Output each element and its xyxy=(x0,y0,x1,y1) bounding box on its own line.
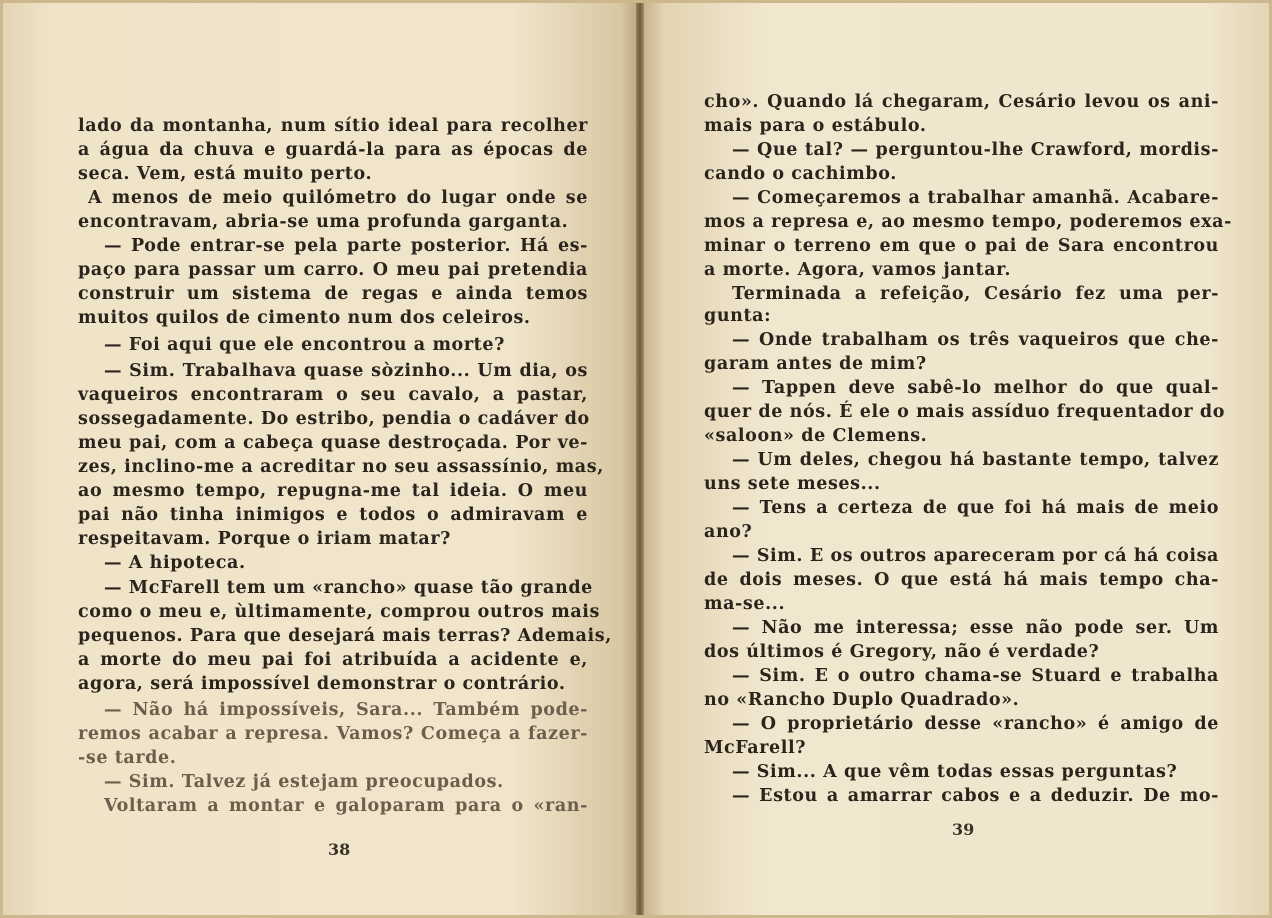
text-line: — Estou a amarrar cabos e a deduzir. De mo- xyxy=(732,786,1219,806)
text-line: paço para passar um carro. O meu pai pretendia xyxy=(78,260,588,280)
text-line: uns sete meses... xyxy=(704,474,881,494)
text-line: — Pode entrar-se pela parte posterior. Há es- xyxy=(104,236,588,256)
text-line: vaqueiros encontraram o seu cavalo, a pastar, xyxy=(78,385,588,405)
text-line: McFarell? xyxy=(704,738,807,758)
text-line: garam antes de mim? xyxy=(704,354,927,374)
page-number: 38 xyxy=(328,840,351,859)
text-line: mos a represa e, ao mesmo tempo, poderemos exa- xyxy=(704,212,1232,232)
text-line: Voltaram a montar e galoparam para o «ran- xyxy=(104,796,588,816)
text-line: -se tarde. xyxy=(78,748,177,768)
page-number: 39 xyxy=(952,820,975,839)
text-line: ao mesmo tempo, repugna-me tal ideia. O meu xyxy=(78,481,588,501)
text-line: — A hipoteca. xyxy=(104,553,246,573)
text-line: cho». Quando lá chegaram, Cesário levou os ani- xyxy=(704,92,1219,112)
text-line: lado da montanha, num sítio ideal para recolher xyxy=(78,116,588,136)
text-line: — Sim. E o outro chama-se Stuard e trabalha xyxy=(732,666,1219,686)
text-line: pequenos. Para que desejará mais terras? Ademais, xyxy=(78,626,612,646)
text-line: seca. Vem, está muito perto. xyxy=(78,164,373,184)
text-line: a morte. Agora, vamos jantar. xyxy=(704,260,1012,280)
text-line: dos últimos é Gregory, não é verdade? xyxy=(704,642,1100,662)
text-line: zes, inclino-me a acreditar no seu assassínio, mas, xyxy=(78,457,604,477)
text-line: — Sim. Trabalhava quase sòzinho... Um dia, os xyxy=(104,361,588,381)
text-line: a morte do meu pai foi atribuída a acidente e, xyxy=(78,650,588,670)
text-line: pai não tinha inimigos e todos o admiravam e xyxy=(78,505,588,525)
text-line: ma-se... xyxy=(704,594,786,614)
text-line: — McFarell tem um «rancho» quase tão grande xyxy=(104,578,593,598)
text-line: — Sim. E os outros apareceram por cá há coisa xyxy=(732,546,1219,566)
text-line: respeitavam. Porque o iriam matar? xyxy=(78,529,452,549)
text-line: Terminada a refeição, Cesário fez uma per- xyxy=(732,284,1219,304)
text-line: — Tappen deve sabê-lo melhor do que qual- xyxy=(732,378,1219,398)
text-line: — Foi aqui que ele encontrou a morte? xyxy=(104,335,505,355)
text-line: agora, será impossível demonstrar o contrário. xyxy=(78,674,566,694)
text-line: como o meu e, ùltimamente, comprou outros mais xyxy=(78,602,600,622)
text-line: encontravam, abria-se uma profunda garganta. xyxy=(78,212,569,232)
text-line: muitos quilos de cimento num dos celeiros. xyxy=(78,308,531,328)
text-line: — Sim... A que vêm todas essas perguntas? xyxy=(732,762,1178,782)
text-line: sossegadamente. Do estribo, pendia o cadáver do xyxy=(78,409,590,429)
text-line: no «Rancho Duplo Quadrado». xyxy=(704,690,1020,710)
text-line: — O proprietário desse «rancho» é amigo de xyxy=(732,714,1219,734)
text-line: — Onde trabalham os três vaqueiros que che- xyxy=(732,330,1219,350)
text-line: — Tens a certeza de que foi há mais de meio xyxy=(732,498,1219,518)
text-line: «saloon» de Clemens. xyxy=(704,426,928,446)
book-gutter xyxy=(636,0,644,918)
text-line: de dois meses. O que está há mais tempo cha- xyxy=(704,570,1219,590)
text-line: — Que tal? — perguntou-lhe Crawford, mordis- xyxy=(732,140,1219,160)
text-line: — Não me interessa; esse não pode ser. Um xyxy=(732,618,1219,638)
text-line: cando o cachimbo. xyxy=(704,164,897,184)
text-line: minar o terreno em que o pai de Sara encontrou xyxy=(704,236,1219,256)
text-line: — Não há impossíveis, Sara... Também pode- xyxy=(104,700,588,720)
text-line: — Um deles, chegou há bastante tempo, talvez xyxy=(732,450,1219,470)
text-line: mais para o estábulo. xyxy=(704,116,927,136)
text-line: meu pai, com a cabeça quase destroçada. Por ve- xyxy=(78,433,588,453)
text-line: ano? xyxy=(704,522,753,542)
text-line: — Sim. Talvez já estejam preocupados. xyxy=(104,772,504,792)
text-line: gunta: xyxy=(704,306,772,326)
text-line: a água da chuva e guardá-la para as épocas de xyxy=(78,140,588,160)
text-line: A menos de meio quilómetro do lugar onde se xyxy=(88,188,588,208)
text-line: remos acabar a represa. Vamos? Começa a fazer- xyxy=(78,724,588,744)
text-line: quer de nós. É ele o mais assíduo frequentador do xyxy=(704,402,1226,422)
text-line: construir um sistema de regas e ainda temos xyxy=(78,284,588,304)
text-line: — Começaremos a trabalhar amanhã. Acabare- xyxy=(732,188,1219,208)
